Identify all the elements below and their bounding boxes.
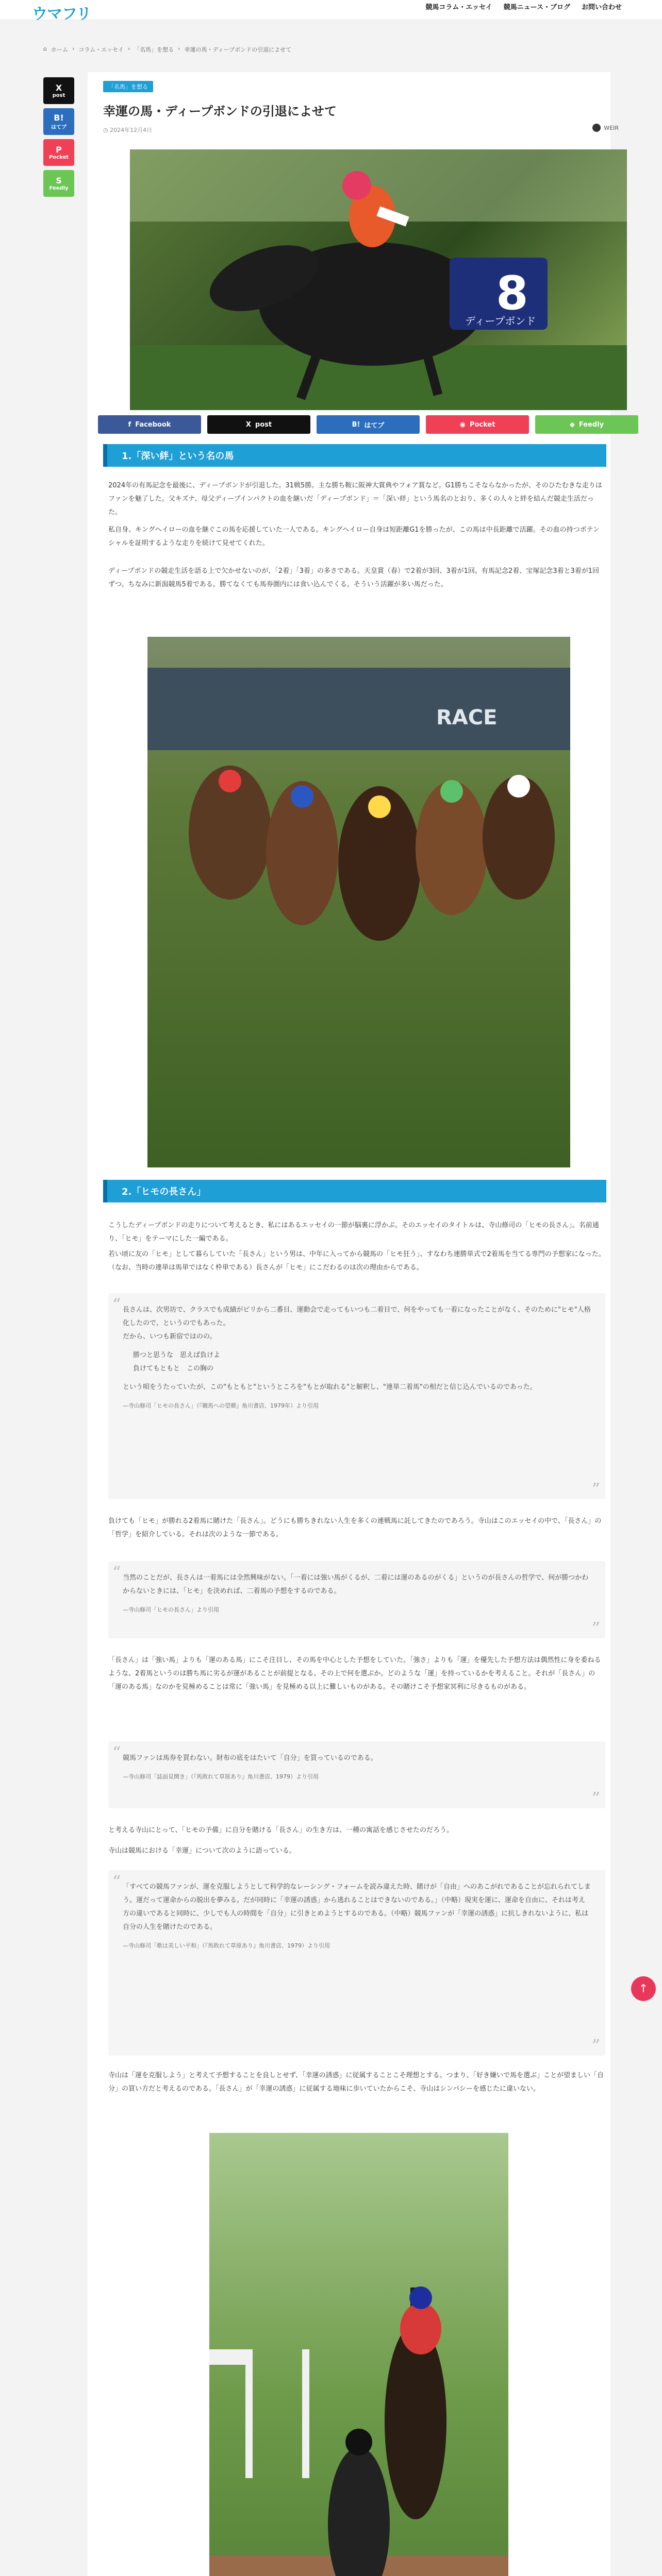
article-title: 幸運の馬・ディープボンドの引退によせて: [103, 104, 337, 118]
side-share-feedly-button[interactable]: [43, 170, 74, 197]
side-share-bar: [43, 77, 74, 201]
pocket-icon: ◉: [459, 420, 466, 429]
side-share-label: Feedly: [49, 185, 69, 191]
paragraph: 負けても「ヒモ」が勝れる2着馬に賭けた「長さん」。どうにも勝ちきれない人生を多くの連戦馬に託してきたのであろう。寺山はこのエッセイの中で、「長さん」の「哲学」を紹介している。それは次のような一節である。: [108, 1517, 602, 1538]
share-label: Feedly: [578, 420, 604, 429]
quote-citation: —寺山修司「ヒモの長さん」より引用: [123, 1606, 219, 1613]
side-share-pocket-button[interactable]: [43, 139, 74, 166]
horse-and-handler-image: [209, 2133, 508, 2576]
quote-citation: —寺山修司「ヒモの長さん」（『競馬への望郷』角川書店、1979年）より引用: [123, 1402, 319, 1409]
svg-text:RACE: RACE: [436, 706, 498, 730]
share-hatena-button[interactable]: [317, 415, 420, 434]
quote-text: 競馬ファンは馬券を買わない。財布の底をはたいて「自分」を買っているのである。: [123, 1754, 377, 1762]
side-share-label: はてブ: [51, 125, 67, 130]
site-header: [0, 0, 662, 23]
quote-line: 勝つと思うな 思えば負けよ: [133, 1351, 221, 1359]
paragraph: 私自身、キングヘイローの血を継ぐこの馬を応援していた一人である。キングヘイロー自身は短距離G1を勝ったが、この馬は中長距離で活躍。その血の持つポテンシャルを証明するような走りを続けて見せてくれた。: [108, 526, 600, 547]
author[interactable]: [592, 124, 619, 132]
paragraph: と考える寺山にとって、「ヒモの予備」に自分を賭ける「長さん」の生き方は、一種の寓話を感じさせたのだろう。: [108, 1826, 453, 1834]
clock-icon: ◷: [103, 127, 110, 133]
hero-image: [130, 149, 627, 410]
share-label: post: [255, 420, 272, 429]
section-heading-1: 1.「深い絆」という名の馬: [103, 444, 606, 467]
paragraph: 2024年の有馬記念を最後に、ディープボンドが引退した。31戦5勝。主な勝ち鞍に阪神大賞典やフォア賞など。G1勝ちこそならなかったが、そのひたむきな走りはファンを魅了した。父キズナ、母父ディープインパクトの血を継いだ「ディープボンド」＝「深い絆」という馬名のとおり、多くの人々と絆を結んだ競走生活だった。: [108, 482, 602, 516]
breadcrumb-home[interactable]: ホーム: [51, 46, 68, 53]
quote-line: 負けてもともと この胸の: [133, 1365, 214, 1372]
side-share-x-button[interactable]: [43, 77, 74, 104]
side-share-label: post: [52, 93, 65, 98]
paragraph: 若い頃に友の「ヒモ」として暮らしていた「長さん」という男は、中年に入ってから競馬の「ヒモ狂う」、すなわち連勝単式で2着馬を当てる専門の予想家になった。（なお、当時の連単は馬単ではなく枠単である）長さんが「ヒモ」にこだわるのは次の理由からである。: [108, 1250, 605, 1272]
paragraph: 寺山は「運を克服しよう」と考えて予想することを良しとせず、「幸運の誘惑」に従属することこそ理想とする。つまり、「好き嫌いで馬を選ぶ」ことが望ましい「自分」の買い方だと考えるのである。「長さん」が「幸運の誘惑」に従属する地味に歩いていたからこそ、寺山はシンパシーを感じたに違いない。: [108, 2072, 604, 2093]
svg-text:8: 8: [496, 266, 528, 320]
breadcrumb-current: 幸運の馬・ディープボンドの引退によせて: [184, 46, 292, 53]
x-icon: X: [55, 83, 62, 93]
facebook-icon: f: [128, 420, 131, 429]
paddock-photo: [209, 2133, 508, 2576]
quote-open-icon: “: [112, 1872, 121, 1891]
share-label: Pocket: [469, 420, 495, 429]
pocket-icon: P: [56, 145, 62, 155]
quote-block: [108, 1870, 605, 2056]
page-top-button[interactable]: ↑: [631, 1976, 656, 2001]
global-nav: [425, 0, 622, 12]
breadcrumb-column[interactable]: コラム・エッセイ: [78, 46, 124, 53]
share-facebook-button[interactable]: [98, 415, 201, 434]
quote-line: という唄をうたっていたが、この"もともと"というところを"もとが取れる"と解釈し、"連単二着馬"の相だと信じ込んでいるのであった。: [123, 1383, 537, 1391]
quote-open-icon: “: [112, 1295, 121, 1314]
hatena-icon: B!: [352, 420, 360, 429]
x-icon: X: [245, 420, 251, 429]
section-heading-2: 2.「ヒモの長さん」: [103, 1180, 606, 1202]
paragraph: 「長さん」は「強い馬」よりも「運のある馬」にこそ注目し、その馬を中心とした予想をしていた。「強さ」よりも「運」を優先した予想方法は偶然性に身を委ねるような、2着馬というのは勝ち馬に劣るが運があることが前提となる。その上で何を選ぶか。どのような「運」を持っているかを考えること。それが「長さん」の「運のある馬」なのかを見極めることは常に「強い馬」を見極める以上に難しいものがある。その賭けこそ予想家冥利に尽きるものがある。: [108, 1656, 601, 1691]
quote-close-icon: ”: [591, 1479, 600, 1499]
nav-item-contact[interactable]: お問い合わせ: [581, 3, 622, 11]
quote-close-icon: ”: [591, 1788, 600, 1808]
quote-citation: —寺山修司「誌面見開き」（『馬敗れて草原あり』角川書店、1979）より引用: [123, 1773, 319, 1780]
publish-date-text: 2024年12月4日: [110, 127, 153, 133]
quote-line: だから、いつも新宿ではのの。: [123, 1333, 217, 1341]
quote-close-icon: ”: [591, 1618, 600, 1638]
category-badge[interactable]: 「名馬」を想る: [103, 81, 153, 92]
racehorse-photo: [130, 149, 627, 410]
quote-close-icon: ”: [591, 2036, 600, 2055]
svg-text:ディープボンド: ディープボンド: [465, 315, 536, 327]
quote-block: [108, 1293, 605, 1499]
share-feedly-button[interactable]: [535, 415, 638, 434]
nav-item-column[interactable]: 競馬コラム・エッセイ: [425, 3, 492, 11]
quote-open-icon: “: [112, 1563, 121, 1582]
hatena-icon: B!: [54, 113, 64, 123]
quote-block: [108, 1561, 605, 1638]
share-bar: [98, 415, 638, 434]
nav-item-news[interactable]: 競馬ニュース・ブログ: [503, 3, 570, 11]
quote-open-icon: “: [112, 1743, 121, 1762]
quote-line: 長さんは、次男坊で、クラスでも成績がビリから二番目、運動会で走ってもいつも二着目で、何をやっても一着になったことがなく、そのために"ヒモ"人格化したので、というのでもあった。: [123, 1306, 591, 1327]
quote-citation: —寺山修司「歌は美しい平和」（『馬敗れて草原あり』角川書店、1979）より引用: [123, 1942, 330, 1949]
racing-pack-image: [147, 637, 570, 1167]
feedly-icon: S: [56, 176, 62, 185]
quote-block: [108, 1741, 605, 1808]
side-share-label: Pocket: [48, 155, 69, 160]
quote-text: 当然のことだが、長さんは一着馬には全然興味がない。「一着には強い馬がくるが、二着には運のあるのがくる」というのが長さんの哲学で、何が勝つかわからないときには、「ヒモ」を決めれば、二着馬の予想をするのである。: [123, 1574, 589, 1595]
author-name: WEIR: [604, 124, 619, 131]
breadcrumb: ⌂ ホーム › コラム・エッセイ › 「名馬」を想る › 幸運の馬・ディープボンドの引退によせて: [43, 45, 292, 53]
race-field-photo: [147, 637, 570, 1167]
site-logo[interactable]: ウマフリ: [32, 5, 91, 23]
share-x-button[interactable]: [207, 415, 310, 434]
share-label: はてブ: [364, 421, 385, 430]
avatar: [592, 124, 601, 132]
share-pocket-button[interactable]: [426, 415, 529, 434]
share-label: Facebook: [135, 420, 171, 429]
quote-text: 「すべての競馬ファンが、運を克服しようとして科学的なレーシング・フォームを読み違えた時、賭けが「自由」へのあこがれであることが忘れられてしまう。運だって運命からの脱出を夢みる。だが同時に「幸運の誘惑」から逃れることはできないのである。」（中略）現実を運に、運命を自由に、それは考え方の違いであると同時に、少しでも人の時間を「自分」に引きとめようとするのである。（中略）競馬ファンが「幸運の誘惑」に抗しきれないように、私は自分の人生を賭けたのである。: [123, 1883, 591, 1931]
breadcrumb-category[interactable]: 「名馬」を想る: [134, 46, 174, 53]
publish-date: [103, 126, 152, 134]
side-share-hatena-button[interactable]: [43, 108, 74, 135]
paragraph: ディープボンドの競走生活を語る上で欠かせないのが、「2着」「3着」の多さである。天皇賞（春）で2着が3回、3着が1回。有馬記念2着、宝塚記念3着と3着が1回ずつ。ちなみに新潟競馬5着である。勝てなくても馬券圏内には食い込んでくる。そういう活躍が多い馬だった。: [108, 567, 600, 588]
feedly-icon: ◆: [569, 420, 575, 429]
home-icon: ⌂: [43, 45, 47, 52]
paragraph: 寺山は競馬における「幸運」について次のように語っている。: [108, 1847, 296, 1855]
paragraph: こうしたディープボンドの走りについて考えるとき、私にはあるエッセイの一節が脳裏に浮かぶ。そのエッセイのタイトルは、寺山修司の「ヒモの長さん」。名前通り、「ヒモ」をテーマにした一編である。: [108, 1222, 599, 1243]
